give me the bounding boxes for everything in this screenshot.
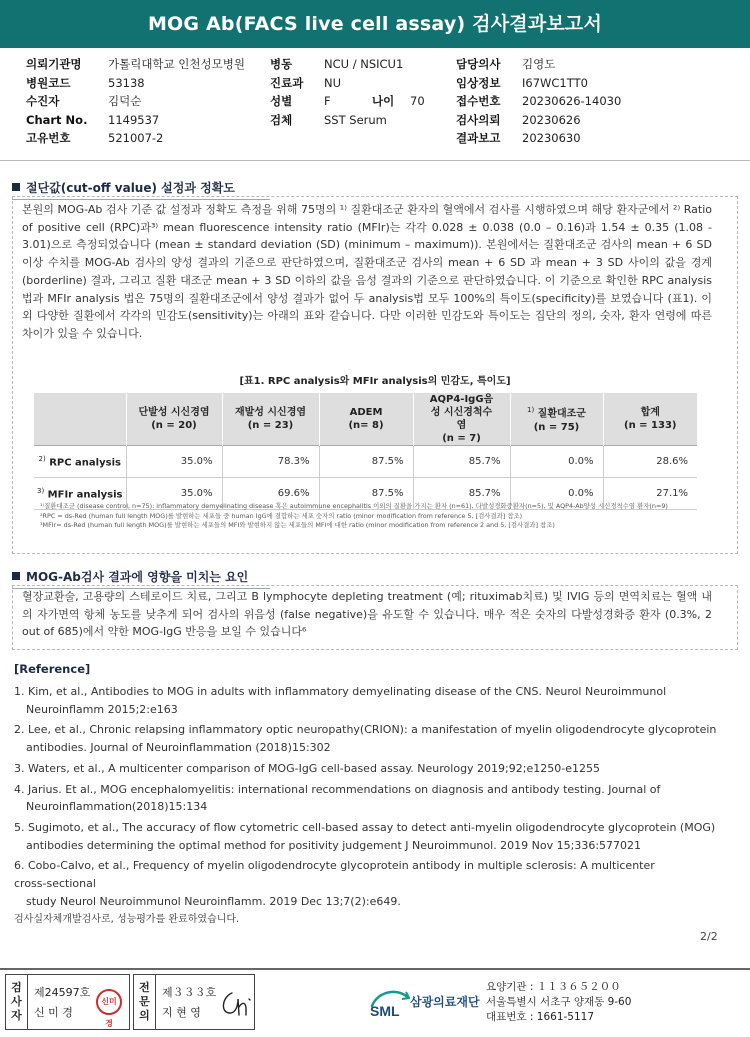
info-column-2 [270, 55, 425, 129]
info-value: 1149537 [108, 112, 160, 127]
label-char: 문 [139, 995, 150, 1008]
references [14, 662, 734, 913]
reference-item [14, 781, 734, 816]
row-superscript: 2) [38, 454, 46, 463]
table-header-cell [126, 393, 222, 446]
info-value: NCU / NSICU1 [324, 57, 404, 72]
examiner-signature-box [5, 974, 130, 1030]
info-label: 접수번호 [456, 94, 501, 109]
header-line2: (n = 133) [624, 420, 677, 431]
examiner-info [28, 975, 117, 1029]
header-line2: (n = 7) [442, 433, 481, 444]
sensitivity-table [34, 393, 697, 510]
reference-item [14, 721, 734, 756]
section-paragraph-factors: 혈장교환술, 고용량의 스테로이드 치료, 그리고 B lymphocyte depleting treatment (예; rituximab치료) 및 IVIG 등의 면역치료는 혈액 내의 자가면역 항체 농도를 낮추게 되어 검사의 위음성 (false negative)을 유도할 수 있습니다. 매우 적은 숫자의 다발성경화증 환자 (0.3%, 2 out of 685)에서 약한 MOG-IgG 반응을 보일 수 있습니다⁶ [22, 590, 712, 639]
table-cell: 87.5% [319, 446, 413, 478]
seal-text: 신미경 [101, 997, 117, 1028]
table-title: [표1. RPC analysis와 MFIr analysis의 민감도, 특이도] [239, 376, 511, 387]
table-header-cell [603, 393, 697, 446]
section-heading-text: MOG-Ab검사 결과에 영향을 미치는 요인 [26, 570, 249, 584]
info-row [456, 129, 621, 148]
reviewer-label [134, 975, 156, 1029]
report-title: MOG Ab(FACS live cell assay) 검사결과보고서 [0, 0, 750, 48]
row-label-text: MFIr analysis [47, 489, 123, 501]
references-heading: [Reference] [14, 662, 91, 676]
lab-info-line: 서울특별시 서초구 양재동 9-60 [486, 996, 632, 1008]
info-column-1 [26, 55, 245, 148]
info-label: 나이 [372, 94, 395, 109]
info-row [26, 111, 245, 130]
reference-line: antibodies determining the optimal method for positivity judgement J Neuroimmunol. 2019 Nov 15;336:577021 [26, 838, 642, 852]
header-line1: ADEM [349, 407, 383, 418]
label-char: 자 [11, 1009, 22, 1022]
info-value: 20230626 [522, 112, 581, 127]
info-label: 병원코드 [26, 75, 71, 90]
lab-info [486, 980, 631, 1025]
header-line1: AQP4-IgG음성 시신경척수염 [429, 394, 494, 431]
info-label: 의뢰기관명 [26, 57, 82, 72]
footer [0, 968, 750, 1037]
info-row [456, 74, 621, 93]
header-line1: 단발성 시신경염 [138, 407, 210, 418]
footnote: ¹⁾질환대조군 (disease control, n=75): inflammatory demyelinating disease 혹은 autoimmune encephalitis 이외의 질환을 가지는 환자 (n=61), 다발성경화증환자(n=5), 및 AQP4-Ab양성 시신경척수염 환자(n=9) [40, 502, 668, 510]
reference-item [14, 857, 734, 892]
info-row [26, 129, 245, 148]
sml-logo-icon [368, 984, 410, 1018]
table-cell: 35.0% [126, 446, 222, 478]
examiner-label [6, 975, 28, 1029]
info-row [270, 111, 425, 130]
footnote: ³MFIr= ds-Red (human full length MOG)를 발현하는 세포들의 MFI와 발현하지 않는 세포들의 MFI에 대한 ratio (minor modification from reference 2 and 5, [검사결과] 참조) [40, 521, 555, 529]
info-label: 성별 [270, 94, 293, 109]
info-value: 521007-2 [108, 131, 164, 146]
table-row [34, 446, 697, 478]
header-line1: 질환대조군 [537, 408, 586, 420]
lab-info-line: 대표번호 : 1661-5117 [486, 1011, 595, 1023]
section-paragraph-cutoff: 본원의 MOG-Ab 검사 기준 값 설정과 정확도 측정을 위해 75명의 ¹⁾ 질환대조군 환자의 혈액에서 검사를 시행하였으며 해당 환자군에서 ²⁾ Ratio of positive cell (RPC)과³⁾ mean fluorescence intensity ratio (MFIr)는 각각 0.028 ± 0.038 (0.0 – 0.16)과 1.54 ± 0.35 (1.08 - 3.01)으로 측정되었습니다 (mean ± standard deviation (SD) (minimum – maximum)). 본원에서는 질환대조군 검사의 mean + 6 SD 이상 수치를 MOG-Ab 검사의 양성 결과의 기준으로 판단하였으며, 질환대조군 검사의 mean + 6 SD 과 mean + 3 SD 사이의 값을 경계 (borderline) 결과, 그리고 질환 대조군 mean + 3 SD 이하의 값을 음성 결과의 기준으로 판단하였습니다. 이 기준으로 확인한 RPC analysis 법과 MFIr analysis 법은 75명의 질환대조군에서 양성 결과가 없어 두 analysis법 모두 100%의 특이도(specificity)를 보였습니다 (표1). 이 외 다양한 질환에서 각각의 민감도(sensitivity)는 아래의 표와 같습니다. 다만 이러한 민감도와 특이도는 집단의 정의, 숫자, 환자 연령에 따른 차이가 있을 수 있습니다. [22, 203, 712, 340]
info-label: 수진자 [26, 94, 60, 109]
reference-line: 5. Sugimoto, et al., The accuracy of flow cytometric cell-based assay to detect anti-myelin oligodendrocyte glycoprotein (MOG) [14, 820, 716, 834]
section-heading-text: 절단값(cut-off value) 설정과 정확도 [26, 181, 235, 195]
lab-info-line: 요양기관 : １１３６５２００ [486, 981, 621, 993]
reference-line: 1. Kim, et al., Antibodies to MOG in adults with inflammatory demyelinating disease of the CNS. Neurol Neuroimmunol [14, 685, 667, 698]
certification-note: 검사실자체개발검사로, 성능평가를 완료하였습니다. [14, 914, 240, 925]
header-superscript: 1) [527, 406, 535, 415]
info-label: Chart No. [26, 112, 88, 127]
table-header-cell [222, 393, 319, 446]
info-row [456, 111, 621, 130]
info-value: 김영도 [522, 57, 556, 72]
info-value: 53138 [108, 75, 145, 90]
table-header-cell [413, 393, 510, 446]
info-column-3 [456, 55, 621, 148]
info-row [456, 55, 621, 74]
table-cell: 28.6% [603, 446, 697, 478]
table-corner-cell [34, 393, 126, 446]
footer-divider [0, 968, 750, 970]
reviewer-name: 지 현 영 [162, 1006, 201, 1019]
lab-name: 삼광의료재단 [410, 995, 480, 1009]
header-line1: 합계 [640, 407, 660, 418]
info-value: NU [324, 75, 342, 90]
reference-line: 4. Jarius. Et al., MOG encephalomyelitis: international recommendations on diagnosis and antibody testing. Journal of [14, 782, 661, 796]
table-cell: 85.7% [413, 478, 510, 510]
label-char: 전 [139, 981, 150, 994]
table-cell: 35.0% [126, 478, 222, 510]
table-cell: 69.6% [222, 478, 319, 510]
info-row [26, 55, 245, 74]
info-label: 담당의사 [456, 57, 501, 72]
table-cell: 0.0% [510, 478, 603, 510]
info-row [270, 55, 425, 74]
reviewer-signature-box [133, 974, 255, 1030]
reference-line: 6. Cobo-Calvo, et al., Frequency of myelin oligodendrocyte glycoprotein antibody in multiple sclerosis: A multicenter [14, 859, 655, 873]
reference-line: Neuroinflamm 2015;2:e163 [26, 702, 178, 716]
info-value: 70 [410, 94, 425, 109]
table-header-cell [510, 393, 603, 446]
section-heading-cutoff [12, 179, 235, 196]
header-line2: (n= 8) [348, 420, 384, 431]
table-cell: 78.3% [222, 446, 319, 478]
square-bullet-icon [12, 572, 20, 580]
reference-line: study Neurol Neuroimmunol Neuroinflamm. 2019 Dec 13;7(2):e649. [26, 894, 401, 908]
label-char: 검 [11, 981, 22, 994]
info-row [26, 92, 245, 111]
info-value: 20230630 [522, 131, 581, 146]
reference-line: cross-sectional [14, 877, 96, 891]
label-char: 사 [11, 995, 22, 1008]
table-cell: 0.0% [510, 446, 603, 478]
info-value: I67WC1TT0 [522, 75, 588, 90]
info-label: 병동 [270, 57, 293, 72]
reference-item [14, 760, 734, 778]
reviewer-signature-scribble [218, 987, 254, 1019]
reference-line: Neuroinflammation(2018)15:134 [26, 800, 208, 814]
info-label: 결과보고 [456, 131, 501, 146]
info-label: 임상정보 [456, 75, 501, 90]
table-header-row [34, 393, 697, 446]
logo-mark-text: SML [370, 1003, 400, 1018]
info-value: 20230626-14030 [522, 94, 622, 109]
row-label-text: RPC analysis [49, 457, 121, 469]
table-footnotes [40, 502, 710, 531]
reference-line: 3. Waters, et al., A multicenter comparison of MOG-IgG cell-based assay. Neurology 2019;92;e1250-e1255 [14, 761, 600, 775]
header-line2: (n = 20) [151, 420, 197, 431]
reference-item [14, 819, 734, 854]
info-label: 검사의뢰 [456, 112, 501, 127]
info-row [270, 92, 425, 111]
header-line2: (n = 75) [533, 421, 580, 433]
examiner-name: 신 미 경 [34, 1006, 73, 1019]
header-line1: 재발성 시신경염 [234, 407, 307, 418]
footnote: ²RPC = ds-Red (human full length MOG)를 발현하는 세포들 중 human IgG에 결합하는 세포 숫자의 ratio (minor modification from reference 5, [검사결과] 참조) [40, 511, 523, 520]
info-value: 가톨릭대학교 인천성모병원 [108, 57, 245, 72]
info-value: 김덕순 [108, 94, 142, 109]
info-label: 고유번호 [26, 131, 71, 146]
table-header-cell [319, 393, 413, 446]
info-label: 진료과 [270, 75, 304, 90]
examiner-seal [96, 989, 122, 1028]
info-value: F [324, 94, 331, 109]
section-heading-factors [12, 568, 248, 585]
table-cell: 27.1% [603, 478, 697, 510]
info-divider [0, 160, 750, 161]
page-number: 2/2 [700, 930, 718, 943]
table-cell: 87.5% [319, 478, 413, 510]
reference-line: antibodies. Journal of Neuroinflammation (2018)15:302 [26, 741, 331, 755]
header-line2: (n = 23) [247, 420, 294, 431]
info-row [26, 74, 245, 93]
info-value: SST Serum [324, 112, 387, 127]
info-row [270, 74, 425, 93]
label-char: 의 [139, 1009, 150, 1022]
reviewer-license: 제３３３호 [162, 986, 217, 999]
info-row [456, 92, 621, 111]
reviewer-info [156, 975, 224, 1029]
reference-line: 2. Lee, et al., Chronic relapsing inflammatory optic neuropathy(CRION): a manifestation of myelin oligodendrocyte glycoprotein [14, 723, 717, 737]
info-label: 검체 [270, 112, 293, 127]
row-superscript: 3) [37, 486, 45, 495]
examiner-license: 제24597호 [34, 986, 91, 999]
square-bullet-icon [12, 183, 20, 191]
table-cell: 85.7% [413, 446, 510, 478]
row-label [34, 446, 126, 478]
reference-item [14, 893, 734, 911]
reference-item [14, 683, 734, 718]
